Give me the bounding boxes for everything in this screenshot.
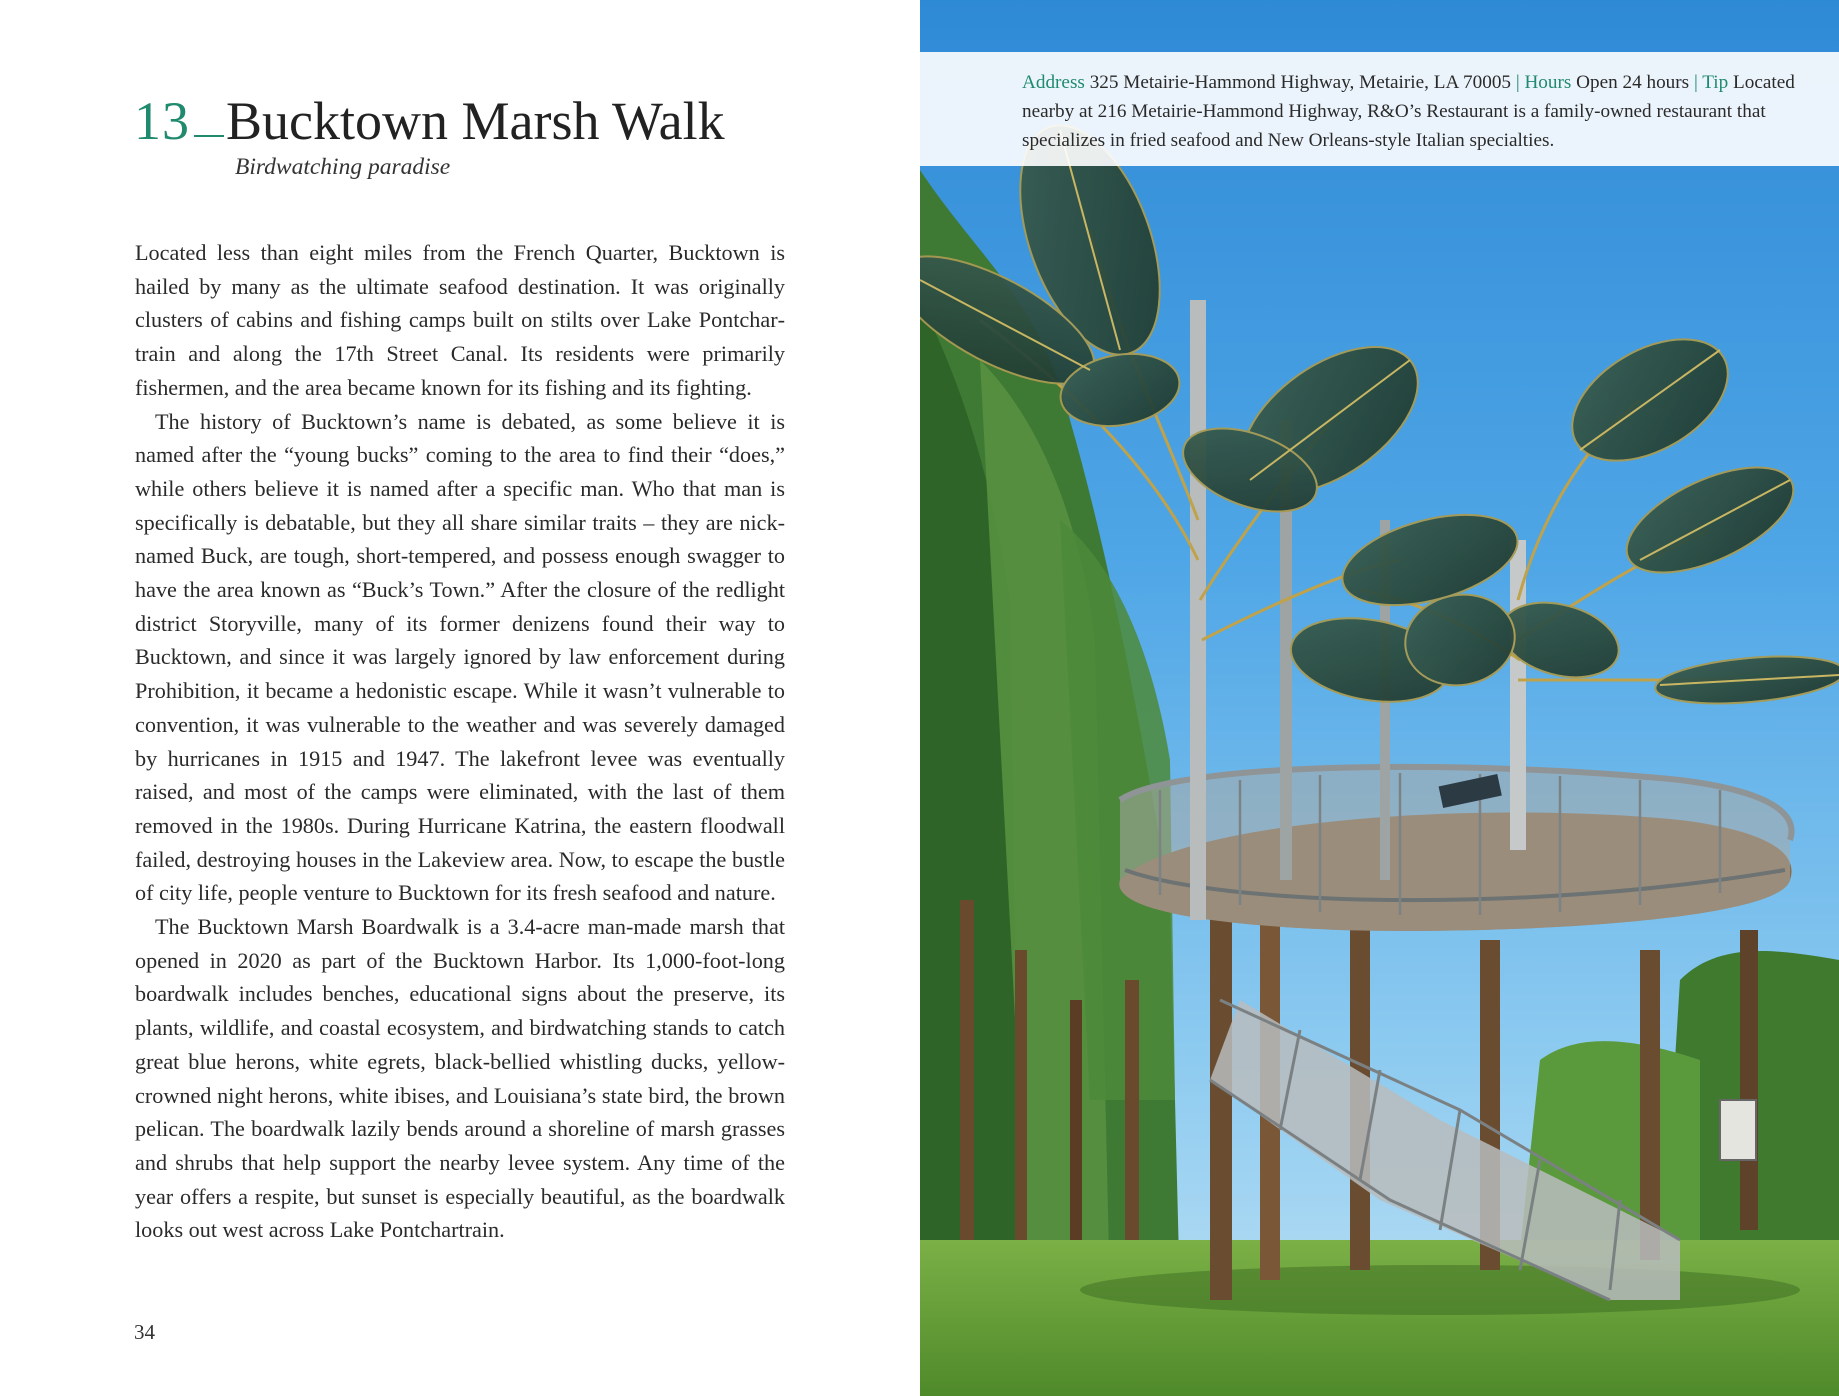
chapter-heading xyxy=(134,90,725,152)
photo-page xyxy=(920,0,1839,1396)
grass xyxy=(920,1240,1839,1396)
bird-tower-photo xyxy=(920,0,1839,1396)
body-text xyxy=(135,236,785,1247)
hours-value: Open 24 hours xyxy=(1576,72,1690,93)
chapter-number: 13 xyxy=(134,91,190,151)
address-value: 325 Metairie-Hammond Highway, Metairie, LA 70005 xyxy=(1089,72,1512,93)
info-separator-2: | xyxy=(1693,72,1698,93)
paragraph-2: The history of Bucktown’s name is debated, as some believe it is named after the “young bucks” coming to the area to find their “does,” while others believe it is named after a specific man. Who that man is specifically is debatable, but they all share similar traits – they are nicknamed Buck, are tough, short-tempered, and possess enough swagger to have the area known as “Buck’s Town.” After the closure of the redlight district Storyville, many of its former denizens found their way to Bucktown, and since it was largely ignored by law enforcement during Prohibition, it became a hedonistic escape. While it wasn’t vulnerable to convention, it was vulnerable to the weather and was severely damaged by hurricanes in 1915 and 1947. The lakefront levee was eventually raised, and most of the camps were eliminated, with the last of them removed in the 1980s. During Hurricane Katrina, the eastern floodwall failed, destroying houses in the Lakeview area. Now, to escape the bustle of city life, people venture to Bucktown for its fresh seafood and nature. xyxy=(135,408,785,906)
tip-value: Located nearby at 216 Metairie-Hammond Highway, R&O’s Restaurant is a family-owned restaurant that specializes in fried seafood and New Orleans-style Italian specialties. xyxy=(1022,72,1795,151)
info-separator: | xyxy=(1515,72,1520,93)
info-box xyxy=(920,52,1839,166)
paragraph-1: Located less than eight miles from the French Quarter, Bucktown is hailed by many as the ultimate seafood destination. It was originally clusters of cabins and fishing camps built on stilts over Lake Pontchartrain and along the 17th Street Canal. Its residents were primarily fishermen, and the area became known for its fishing and its fighting. xyxy=(135,240,785,400)
paragraph-3: The Bucktown Marsh Boardwalk is a 3.4-acre man-made marsh that opened in 2020 as part of the Bucktown Harbor. Its 1,000-foot-long boardwalk includes benches, educational signs about the preserve, its plants, wildlife, and coastal ecosystem, and birdwatching stands to catch great blue herons, white egrets, black-bellied whistling ducks, yellow-crowned night herons, white ibises, and Louisiana’s state bird, the brown pelican. The boardwalk lazily bends around a shoreline of marsh grasses and shrubs that help support the nearby levee system. Any time of the year offers a respite, but sunset is especially beautiful, as the boardwalk looks out west across Lake Pontchartrain. xyxy=(135,914,785,1243)
chapter-subtitle: Birdwatching paradise xyxy=(235,154,451,180)
hours-label: Hours xyxy=(1524,72,1572,93)
chapter-rule xyxy=(194,135,224,137)
chapter-title: Bucktown Marsh Walk xyxy=(226,91,725,151)
tip-label: Tip xyxy=(1702,72,1729,93)
address-label: Address xyxy=(1022,72,1085,93)
page-number: 34 xyxy=(134,1320,155,1344)
